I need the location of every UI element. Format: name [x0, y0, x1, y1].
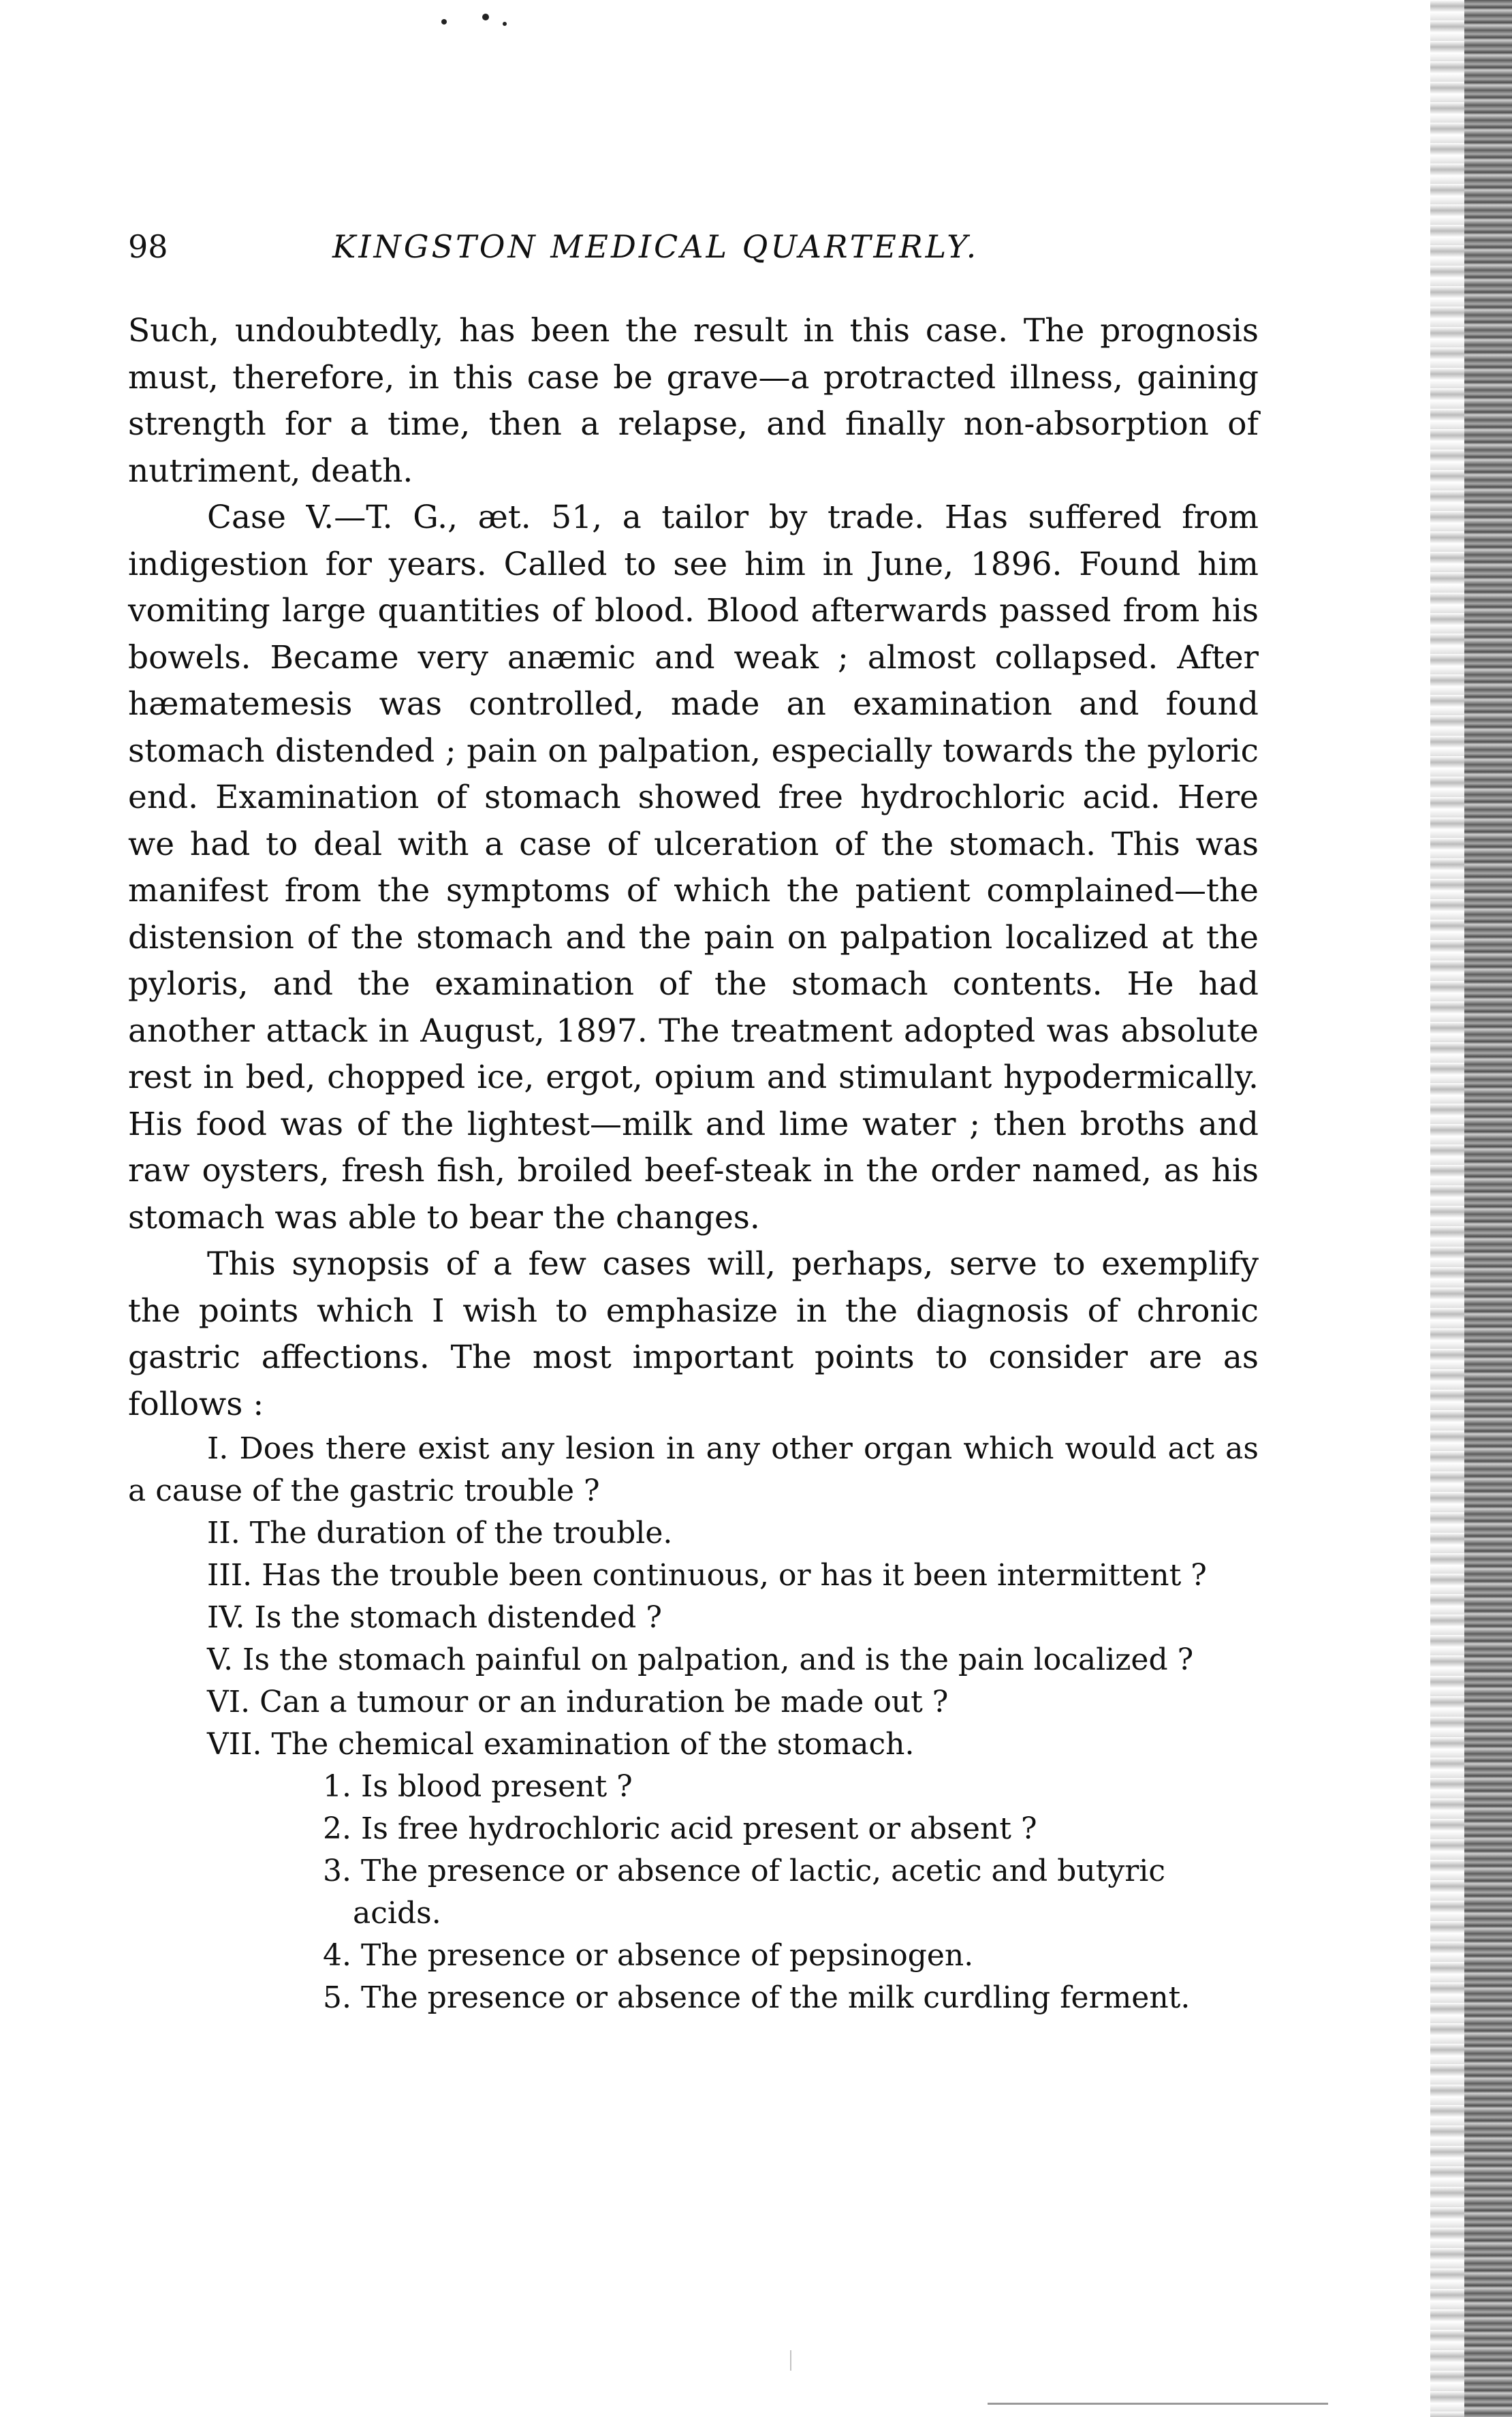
- list-item: 2. Is free hydrochloric acid present or absent ?: [323, 1811, 1037, 1846]
- page-edge: [1464, 0, 1512, 2417]
- list-item: 3. The presence or absence of lactic, acetic and butyric acids.: [323, 1854, 1165, 1931]
- list-item: II. The duration of the trouble.: [207, 1516, 673, 1550]
- page-header: [128, 219, 1259, 274]
- list-item: 4. The presence or absence of pepsinogen.: [323, 1938, 974, 1973]
- list-item: I. Does there exist any lesion in any other organ which would act as a cause of the gastric trouble ?: [128, 1431, 1259, 1508]
- running-head: KINGSTON MEDICAL QUARTERLY.: [332, 228, 979, 265]
- page-edge-shadow: [1430, 0, 1464, 2417]
- speck-mark: [503, 22, 507, 26]
- paragraph-synopsis: This synopsis of a few cases will, perhaps, serve to exemplify the points which I wish to emphasize in the diagnosis of chronic gastric affections. The most important points to consider are as follows :: [128, 1245, 1259, 1423]
- list-item: VI. Can a tumour or an induration be made out ?: [207, 1685, 949, 1719]
- chemical-examination-list: [128, 1766, 1259, 2019]
- paragraph-case-v: Case V.—T. G., æt. 51, a tailor by trade. Has suffered from indigestion for years. Called to see him in June, 1896. Found him vomiting large quantities of blood. Blood afterwards passed from his bowels. Became very anæmic and weak ; almost collapsed. After hæmatemesis was controlled, made an examination and found stomach distended ; pain on palpation, especially towards the pyloric end. Examination of stomach showed free hydrochloric acid. Here we had to deal with a case of ulceration of the stomach. This was manifest from the symptoms of which the patient complained—the distension of the stomach and the pain on palpation localized at the pyloris, and the examination of the stomach contents. He had another attack in August, 1897. The treatment adopted was absolute rest in bed, chopped ice, ergot, opium and stimulant hypodermically. His food was of the lightest—milk and lime water ; then broths and raw oysters, fresh fish, broiled beef-steak in the order named, as his stomach was able to bear the changes.: [128, 499, 1259, 1236]
- list-item: IV. Is the stomach distended ?: [207, 1600, 662, 1635]
- list-item: III. Has the trouble been continuous, or has it been intermittent ?: [207, 1558, 1207, 1593]
- page-number: 98: [128, 228, 168, 265]
- list-item: 1. Is blood present ?: [323, 1769, 633, 1804]
- list-item: 5. The presence or absence of the milk curdling ferment.: [323, 1980, 1191, 2015]
- scan-artifact: [988, 2403, 1328, 2405]
- body-text: [128, 308, 1259, 2019]
- scan-artifact: [790, 2350, 805, 2371]
- diagnostic-points-list: [128, 1428, 1259, 1766]
- list-item: V. Is the stomach painful on palpation, and is the pain localized ?: [207, 1642, 1194, 1677]
- speck-mark: [482, 14, 489, 20]
- list-item: VII. The chemical examination of the stomach.: [207, 1727, 915, 1762]
- paragraph-prognosis: Such, undoubtedly, has been the result in this case. The prognosis must, therefore, in this case be grave—a protracted illness, gaining strength for a time, then a relapse, and finally non-absorption of nutriment, death.: [128, 312, 1259, 490]
- speck-mark: [441, 19, 447, 25]
